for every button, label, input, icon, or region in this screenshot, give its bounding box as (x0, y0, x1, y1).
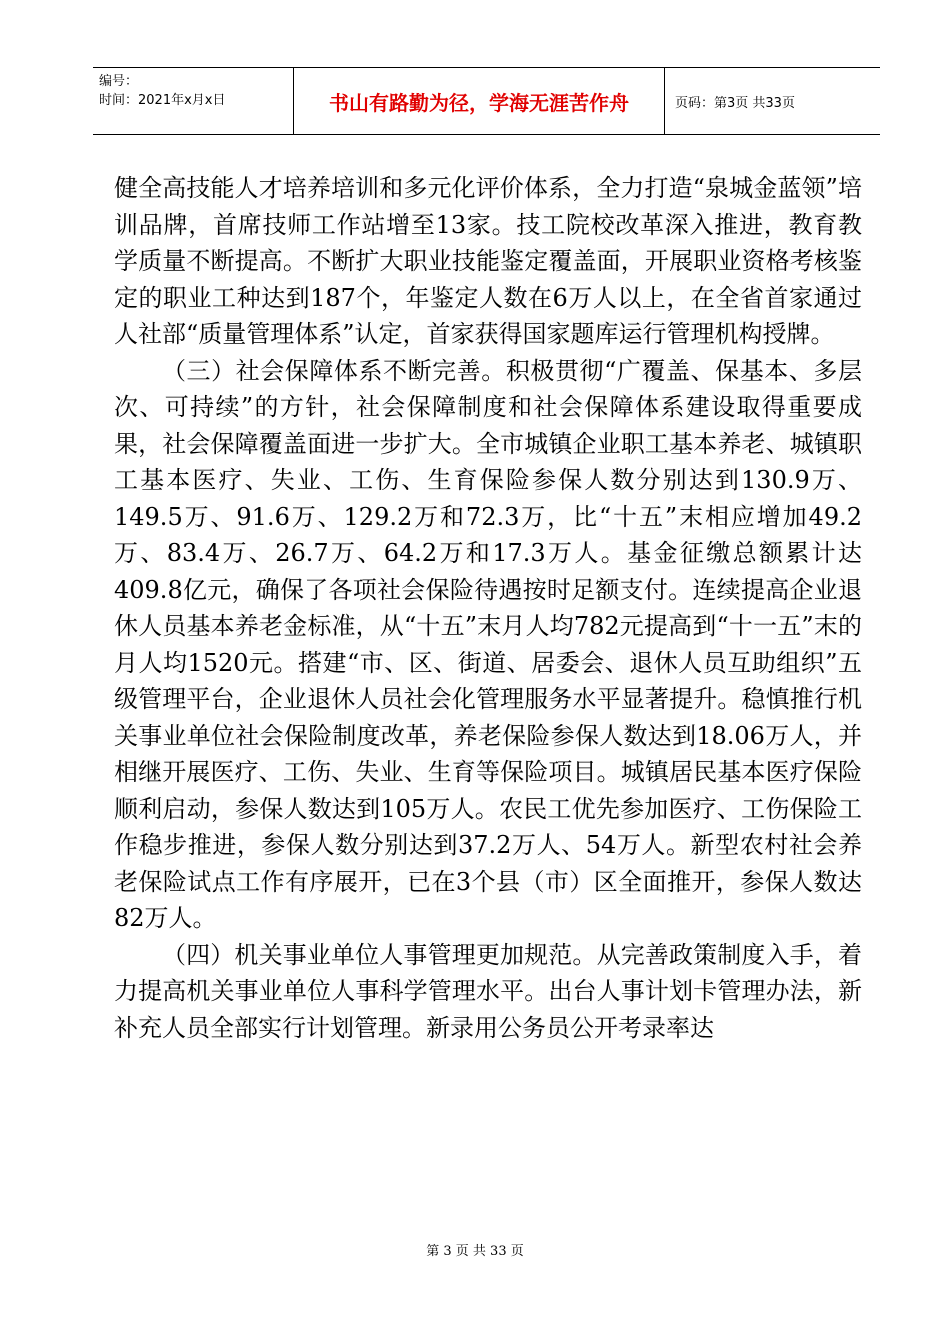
body-paragraph: 健全高技能人才培养培训和多元化评价体系，全力打造“泉城金蓝领”培训品牌，首席技师工作站增至13家。技工院校改革深入推进，教育教学质量不断提高。不断扩大职业技能鉴定覆盖面，开展职业资格考核鉴定的职业工种达到187个，年鉴定人数在6万人以上，在全省首家通过人社部“质量管理体系”认定，首家获得国家题库运行管理机构授牌。 (114, 174, 862, 348)
document-number-label: 编号： (99, 74, 139, 89)
body-paragraph: （四）机关事业单位人事管理更加规范。从完善政策制度入手，着力提高机关事业单位人事科学管理水平。出台人事计划卡管理办法，新补充人员全部实行计划管理。新录用公务员公开考录率达 (114, 940, 862, 1042)
document-header (93, 67, 880, 135)
header-page-info: 页码：第3页 共33页 (675, 95, 795, 111)
header-slogan: 书山有路勤为径，学海无涯苦作舟 (294, 68, 665, 134)
document-body (114, 170, 862, 1046)
document-time-label: 时间：2021年x月x日 (99, 93, 226, 108)
body-paragraph: （三）社会保障体系不断完善。积极贯彻“广覆盖、保基本、多层次、可持续”的方针，社会保障制度和社会保障体系建设取得重要成果，社会保障覆盖面进一步扩大。全市城镇企业职工基本养老、城镇职工基本医疗、失业、工伤、生育保险参保人数分别达到130.9万、149.5万、91.6万、129.2万和72.3万，比“十五”末相应增加49.2万、83.4万、26.7万、64.2万和17.3万人。基金征缴总额累计达409.8亿元，确保了各项社会保险待遇按时足额支付。连续提高企业退休人员基本养老金标准，从“十五”末月人均782元提高到“十一五”末的月人均1520元。搭建“市、区、街道、居委会、退休人员互助组织”五级管理平台，企业退休人员社会化管理服务水平显著提升。稳慎推行机关事业单位社会保险制度改革，养老保险参保人数达到18.06万人，并相继开展医疗、工伤、失业、生育等保险项目。城镇居民基本医疗保险顺利启动，参保人数达到105万人。农民工优先参加医疗、工伤保险工作稳步推进，参保人数分别达到37.2万人、54万人。新型农村社会养老保险试点工作有序展开，已在3个县（市）区全面推开，参保人数达82万人。 (114, 356, 862, 932)
header-meta (93, 68, 294, 134)
page-footer: 第 3 页 共 33 页 (426, 1244, 524, 1259)
